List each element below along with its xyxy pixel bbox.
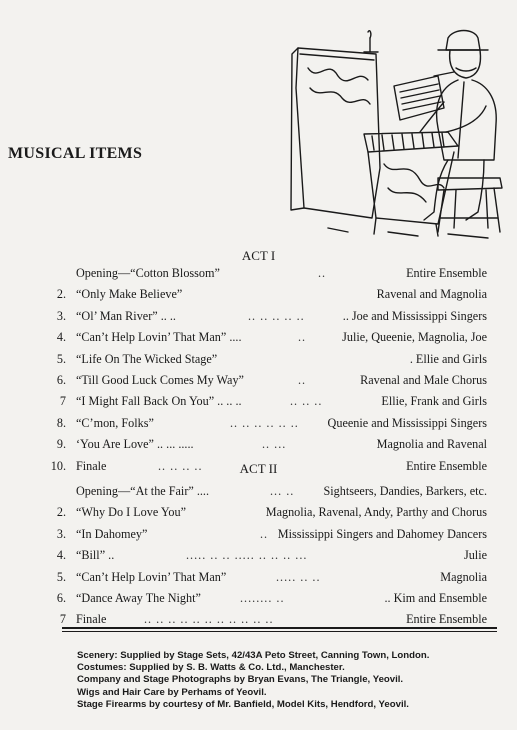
page-title: MUSICAL ITEMS: [8, 145, 143, 162]
leader-dots: ..: [260, 526, 269, 541]
list-item: [0, 309, 517, 330]
piano-player-illustration: [288, 28, 510, 240]
song-title: “Ol’ Man River” .. ..: [76, 308, 176, 323]
list-item: [0, 548, 517, 569]
list-item: [0, 484, 517, 505]
song-title: “In Dahomey”: [76, 526, 148, 541]
song-title: “Dance Away The Night”: [76, 590, 201, 605]
performers: Queenie and Mississippi Singers: [327, 415, 487, 430]
performers: Magnolia and Ravenal: [376, 437, 487, 452]
item-number: 3.: [56, 308, 66, 323]
item-number: 5.: [56, 569, 66, 584]
leader-dots: ..... .. .. ..... .. .. .. ...: [186, 548, 308, 563]
leader-dots: ..... .. ..: [276, 569, 321, 584]
list-item: [0, 266, 517, 287]
performers: Julie: [463, 548, 487, 563]
act-1-heading: ACT I: [241, 248, 276, 263]
performers: Entire Ensemble: [406, 266, 487, 280]
list-item: [0, 287, 517, 308]
act-1-musical-list: [0, 266, 517, 480]
leader-dots: .. .. .. .. ..: [248, 308, 305, 323]
song-title: “Only Make Believe”: [76, 287, 183, 302]
double-rule-bottom: [62, 631, 497, 632]
item-number: 10.: [50, 458, 66, 473]
credit-line: Stage Firearms by courtesy of Mr. Banfield, Model Kits, Hendford, Yeovil.: [77, 698, 409, 710]
song-title: “Till Good Luck Comes My Way”: [76, 372, 244, 387]
item-number: 5.: [56, 351, 66, 366]
song-title: “Why Do I Love You”: [76, 505, 187, 520]
list-item: [0, 416, 517, 437]
credit-line: Costumes: Supplied by S. B. Watts & Co. Ltd., Manchester.: [77, 662, 345, 674]
song-title: ‘You Are Love” .. ... .....: [76, 437, 194, 452]
leader-dots: ........ ..: [240, 590, 285, 605]
performers: Sightseers, Dandies, Barkers, etc.: [323, 484, 487, 498]
list-item: [0, 591, 517, 612]
act-2-musical-list: [0, 484, 517, 634]
leader-dots: .. .. ..: [290, 394, 323, 409]
double-rule-top: [62, 627, 497, 629]
leader-dots: ... ..: [270, 484, 295, 498]
performers: Entire Ensemble: [406, 612, 487, 627]
item-number: 7: [59, 394, 66, 409]
leader-dots: ..: [298, 372, 307, 387]
song-title: Finale: [76, 612, 107, 627]
list-item: [0, 505, 517, 526]
production-credits: [77, 650, 497, 711]
performers: Mississippi Singers and Dahomey Dancers: [277, 526, 487, 541]
song-title: “Can’t Help Lovin’ That Man” ....: [76, 330, 242, 345]
performers: Entire Ensemble: [406, 458, 487, 473]
performers: .. Kim and Ensemble: [384, 590, 487, 605]
leader-dots: .. .. .. .. .. .. .. .. .. .. ..: [144, 612, 274, 627]
item-number: 4.: [56, 548, 66, 563]
list-item: [0, 437, 517, 458]
list-item: [0, 352, 517, 373]
performers: Julie, Queenie, Magnolia, Joe: [342, 330, 487, 345]
credit-line: Scenery: Supplied by Stage Sets, 42/43A Peto Street, Canning Town, London.: [77, 650, 430, 661]
leader-dots: .. .. .. .. .. ..: [230, 415, 299, 430]
credit-line: Company and Stage Photographs by Bryan Evans, The Triangle, Yeovil.: [77, 674, 404, 686]
act-2-heading: ACT II: [239, 461, 278, 476]
leader-dots: ..: [298, 330, 307, 345]
item-number: 2.: [56, 287, 66, 302]
item-number: 2.: [56, 505, 66, 520]
performers: . Ellie and Girls: [409, 351, 487, 366]
item-number: 6.: [56, 590, 66, 605]
item-number: 4.: [56, 330, 66, 345]
leader-dots: ..: [318, 266, 327, 280]
list-item: [0, 373, 517, 394]
item-number: 6.: [56, 372, 66, 387]
credit-line: Wigs and Hair Care by Perhams of Yeovil.: [77, 686, 267, 698]
performers: Ravenal and Male Chorus: [360, 372, 487, 387]
leader-dots: .. ...: [262, 437, 287, 452]
song-title: “Bill” ..: [76, 548, 115, 563]
song-title: Opening—“At the Fair” ....: [76, 484, 210, 498]
performers: Ellie, Frank and Girls: [381, 394, 487, 409]
item-number: 9.: [56, 437, 66, 452]
list-item: [0, 394, 517, 415]
performers: Ravenal and Magnolia: [376, 287, 487, 302]
list-item: [0, 330, 517, 351]
song-title: Opening—“Cotton Blossom”: [76, 266, 220, 280]
performers: .. Joe and Mississippi Singers: [342, 308, 487, 323]
list-item: [0, 570, 517, 591]
item-number: 8.: [56, 415, 66, 430]
performers: Magnolia: [440, 569, 487, 584]
list-item: [0, 527, 517, 548]
song-title: “Can’t Help Lovin’ That Man”: [76, 569, 227, 584]
performers: Magnolia, Ravenal, Andy, Parthy and Chorus: [265, 505, 487, 520]
song-title: Finale: [76, 458, 107, 473]
song-title: “C’mon, Folks”: [76, 415, 154, 430]
song-title: “I Might Fall Back On You” .. .. ..: [76, 394, 242, 409]
item-number: 7: [59, 612, 66, 627]
leader-dots: .. .. .. ..: [158, 458, 203, 473]
song-title: “Life On The Wicked Stage”: [76, 351, 218, 366]
item-number: 3.: [56, 526, 66, 541]
